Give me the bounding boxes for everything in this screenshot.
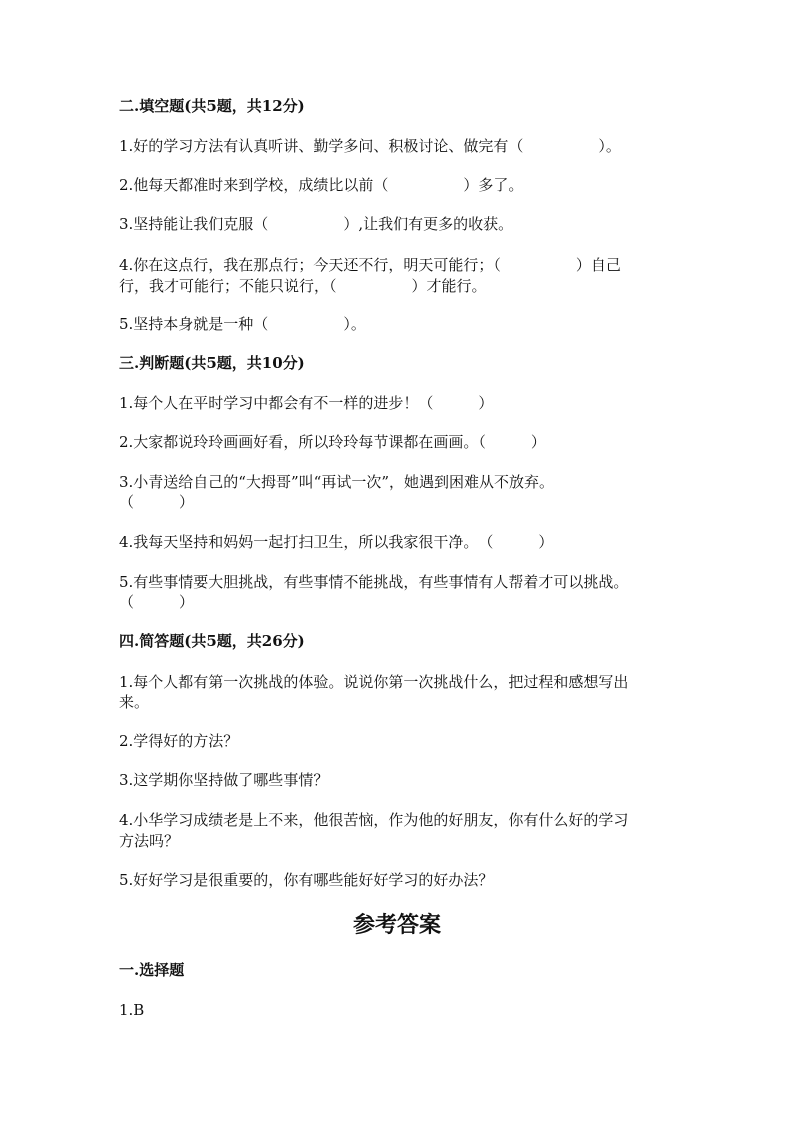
answer-section-1-heading: 一.选择题	[119, 961, 185, 979]
short-question-1-line-2: 来。	[119, 693, 150, 711]
fill-question-3: 3.坚持能让我们克服（ ）,让我们有更多的收获。	[119, 215, 514, 233]
fill-question-5: 5.坚持本身就是一种（ ）。	[119, 315, 366, 333]
section-4-heading: 四.简答题(共5题，共26分)	[119, 632, 305, 650]
short-question-4-line-2: 方法吗？	[119, 832, 180, 850]
judge-question-5-line-1: 5.有些事情要大胆挑战，有些事情不能挑战，有些事情有人帮着才可以挑战。	[119, 573, 629, 591]
judge-question-3-line-1: 3.小青送给自己的“大拇哥”叫“再试一次”，她遇到困难从不放弃。	[119, 473, 554, 491]
fill-question-1: 1.好的学习方法有认真听讲、勤学多问、积极讨论、做完有（ ）。	[119, 137, 621, 155]
section-3-heading: 三.判断题(共5题，共10分)	[119, 354, 305, 372]
short-question-3: 3.这学期你坚持做了哪些事情？	[119, 771, 329, 789]
judge-question-5-line-2: （ ）	[119, 593, 195, 611]
answer-key-title: 参考答案	[352, 912, 441, 938]
answer-item-1: 1.B	[119, 1001, 145, 1019]
short-question-5: 5.好好学习是很重要的，你有哪些能好好学习的好办法？	[119, 871, 494, 889]
judge-question-4: 4.我每天坚持和妈妈一起打扫卫生，所以我家很干净。 （ ）	[119, 533, 554, 551]
judge-question-1: 1.每个人在平时学习中都会有不一样的进步！（ ）	[119, 394, 494, 412]
section-2-heading: 二.填空题(共5题，共12分)	[119, 97, 305, 115]
fill-question-2: 2.他每天都准时来到学校，成绩比以前（ ）多了。	[119, 176, 524, 194]
short-question-4-line-1: 4.小华学习成绩老是上不来，他很苦恼，作为他的好朋友，你有什么好的学习	[119, 811, 629, 829]
short-question-1-line-1: 1.每个人都有第一次挑战的体验。说说你第一次挑战什么，把过程和感想写出	[119, 673, 629, 691]
short-question-2: 2.学得好的方法？	[119, 732, 239, 750]
fill-question-4-line-1: 4.你在这点行，我在那点行；今天还不行，明天可能行；（ ）自己	[119, 256, 621, 274]
judge-question-3-line-2: （ ）	[119, 493, 195, 511]
fill-question-4-line-2: 行，我才可能行；不能只说行，（ ）才能行。	[119, 277, 487, 295]
judge-question-2: 2.大家都说玲玲画画好看，所以玲玲每节课都在画画。（ ）	[119, 433, 546, 451]
